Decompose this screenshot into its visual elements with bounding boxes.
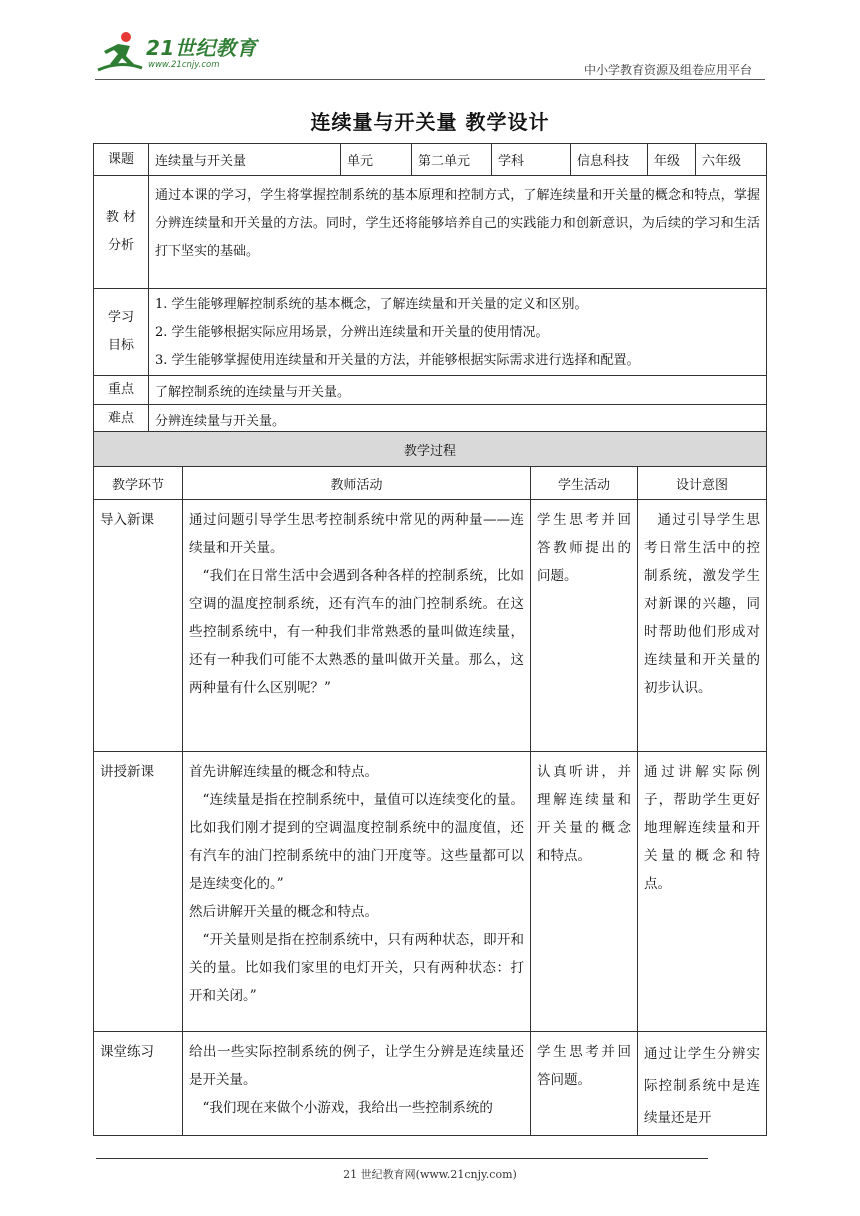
- runner-logo-icon: [96, 30, 144, 76]
- stage-cell: 课堂练习: [94, 1032, 183, 1136]
- student-activity-cell: 学生思考并回答问题。: [531, 1032, 638, 1136]
- grade-value: 六年级: [696, 144, 767, 176]
- topic-label: 课题: [94, 144, 149, 176]
- unit-label: 单元: [341, 144, 412, 176]
- objective-item: 1. 学生能够理解控制系统的基本概念，了解连续量和开关量的定义和区别。: [155, 297, 588, 312]
- table-row: [94, 500, 767, 752]
- difficulty-text: 分辨连续量与开关量。: [149, 405, 767, 434]
- lesson-info-table: [93, 143, 767, 434]
- page-header: [0, 0, 860, 90]
- topic-value: 连续量与开关量: [149, 144, 341, 176]
- teacher-activity-cell: 给出一些实际控制系统的例子，让学生分辨是连续量还是开关量。 “我们现在来做个小游戏，我给出一些控制系统的: [183, 1032, 531, 1136]
- teacher-activity-cell: 首先讲解连续量的概念和特点。 “连续量是指在控制系统中，量值可以连续变化的量。比如我们刚才提到的空调温度控制系统中的温度值，还有汽车的油门控制系统中的油门开度等。这些量都可以是连续变化的。” 然后讲解开关量的概念和特点。 “开关量则是指在控制系统中，只有两种状态，即开和关的量。比如我们家里的电灯开关，只有两种状态：打开和关闭。”: [183, 752, 531, 1032]
- analysis-label: 教 材 分析: [94, 176, 149, 289]
- difficulty-label: 难点: [94, 405, 149, 434]
- subject-label: 学科: [492, 144, 571, 176]
- table-row: [94, 1032, 767, 1136]
- header-divider: [95, 79, 765, 80]
- logo-text: 21世纪教育: [146, 36, 257, 60]
- column-header-intent: 设计意图: [638, 467, 767, 500]
- student-activity-cell: 认真听讲，并理解连续量和开关量的概念和特点。: [531, 752, 638, 1032]
- objectives-list: [149, 289, 767, 376]
- column-header-teacher: 教师活动: [183, 467, 531, 500]
- design-intent-cell: 通过让学生分辨实际控制系统中是连续量还是开: [638, 1032, 767, 1136]
- page-footer: 21 世纪教育网(www.21cnjy.com): [343, 1168, 517, 1181]
- key-point-label: 重点: [94, 376, 149, 405]
- design-intent-cell: 通过讲解实际例子，帮助学生更好地理解连续量和开关量的概念和特点。: [638, 752, 767, 1032]
- grade-label: 年级: [648, 144, 696, 176]
- column-header-student: 学生活动: [531, 467, 638, 500]
- unit-value: 第二单元: [412, 144, 492, 176]
- key-point-text: 了解控制系统的连续量与开关量。: [149, 376, 767, 405]
- objectives-label: 学习 目标: [94, 289, 149, 376]
- analysis-text: 通过本课的学习，学生将掌握控制系统的基本原理和控制方式，了解连续量和开关量的概念和特点，掌握分辨连续量和开关量的方法。同时，学生还将能够培养自己的实践能力和创新意识，为后续的学习和生活打下坚实的基础。: [149, 176, 767, 289]
- logo-url: www.21cnjy.com: [148, 60, 220, 70]
- student-activity-cell: 学生思考并回答教师提出的问题。: [531, 500, 638, 752]
- teaching-process-table: [93, 431, 767, 1136]
- column-header-stage: 教学环节: [94, 467, 183, 500]
- subject-value: 信息科技: [571, 144, 648, 176]
- footer-divider: [96, 1158, 708, 1159]
- stage-cell: 讲授新课: [94, 752, 183, 1032]
- objective-item: 3. 学生能够掌握使用连续量和开关量的方法，并能够根据实际需求进行选择和配置。: [155, 353, 640, 368]
- logo: [96, 30, 266, 76]
- page-title: 连续量与开关量 教学设计: [310, 110, 550, 134]
- process-heading: 教学过程: [94, 432, 767, 467]
- table-row: [94, 752, 767, 1032]
- platform-name: 中小学教育资源及组卷应用平台: [583, 63, 752, 77]
- teacher-activity-cell: 通过问题引导学生思考控制系统中常见的两种量——连续量和开关量。 “我们在日常生活中会遇到各种各样的控制系统，比如空调的温度控制系统，还有汽车的油门控制系统。在这些控制系统中，有一种我们非常熟悉的量叫做连续量，还有一种我们可能不太熟悉的量叫做开关量。那么，这两种量有什么区别呢？”: [183, 500, 531, 752]
- objective-item: 2. 学生能够根据实际应用场景，分辨出连续量和开关量的使用情况。: [155, 325, 549, 340]
- design-intent-cell: 通过引导学生思考日常生活中的控制系统，激发学生对新课的兴趣，同时帮助他们形成对连续量和开关量的初步认识。: [638, 500, 767, 752]
- stage-cell: 导入新课: [94, 500, 183, 752]
